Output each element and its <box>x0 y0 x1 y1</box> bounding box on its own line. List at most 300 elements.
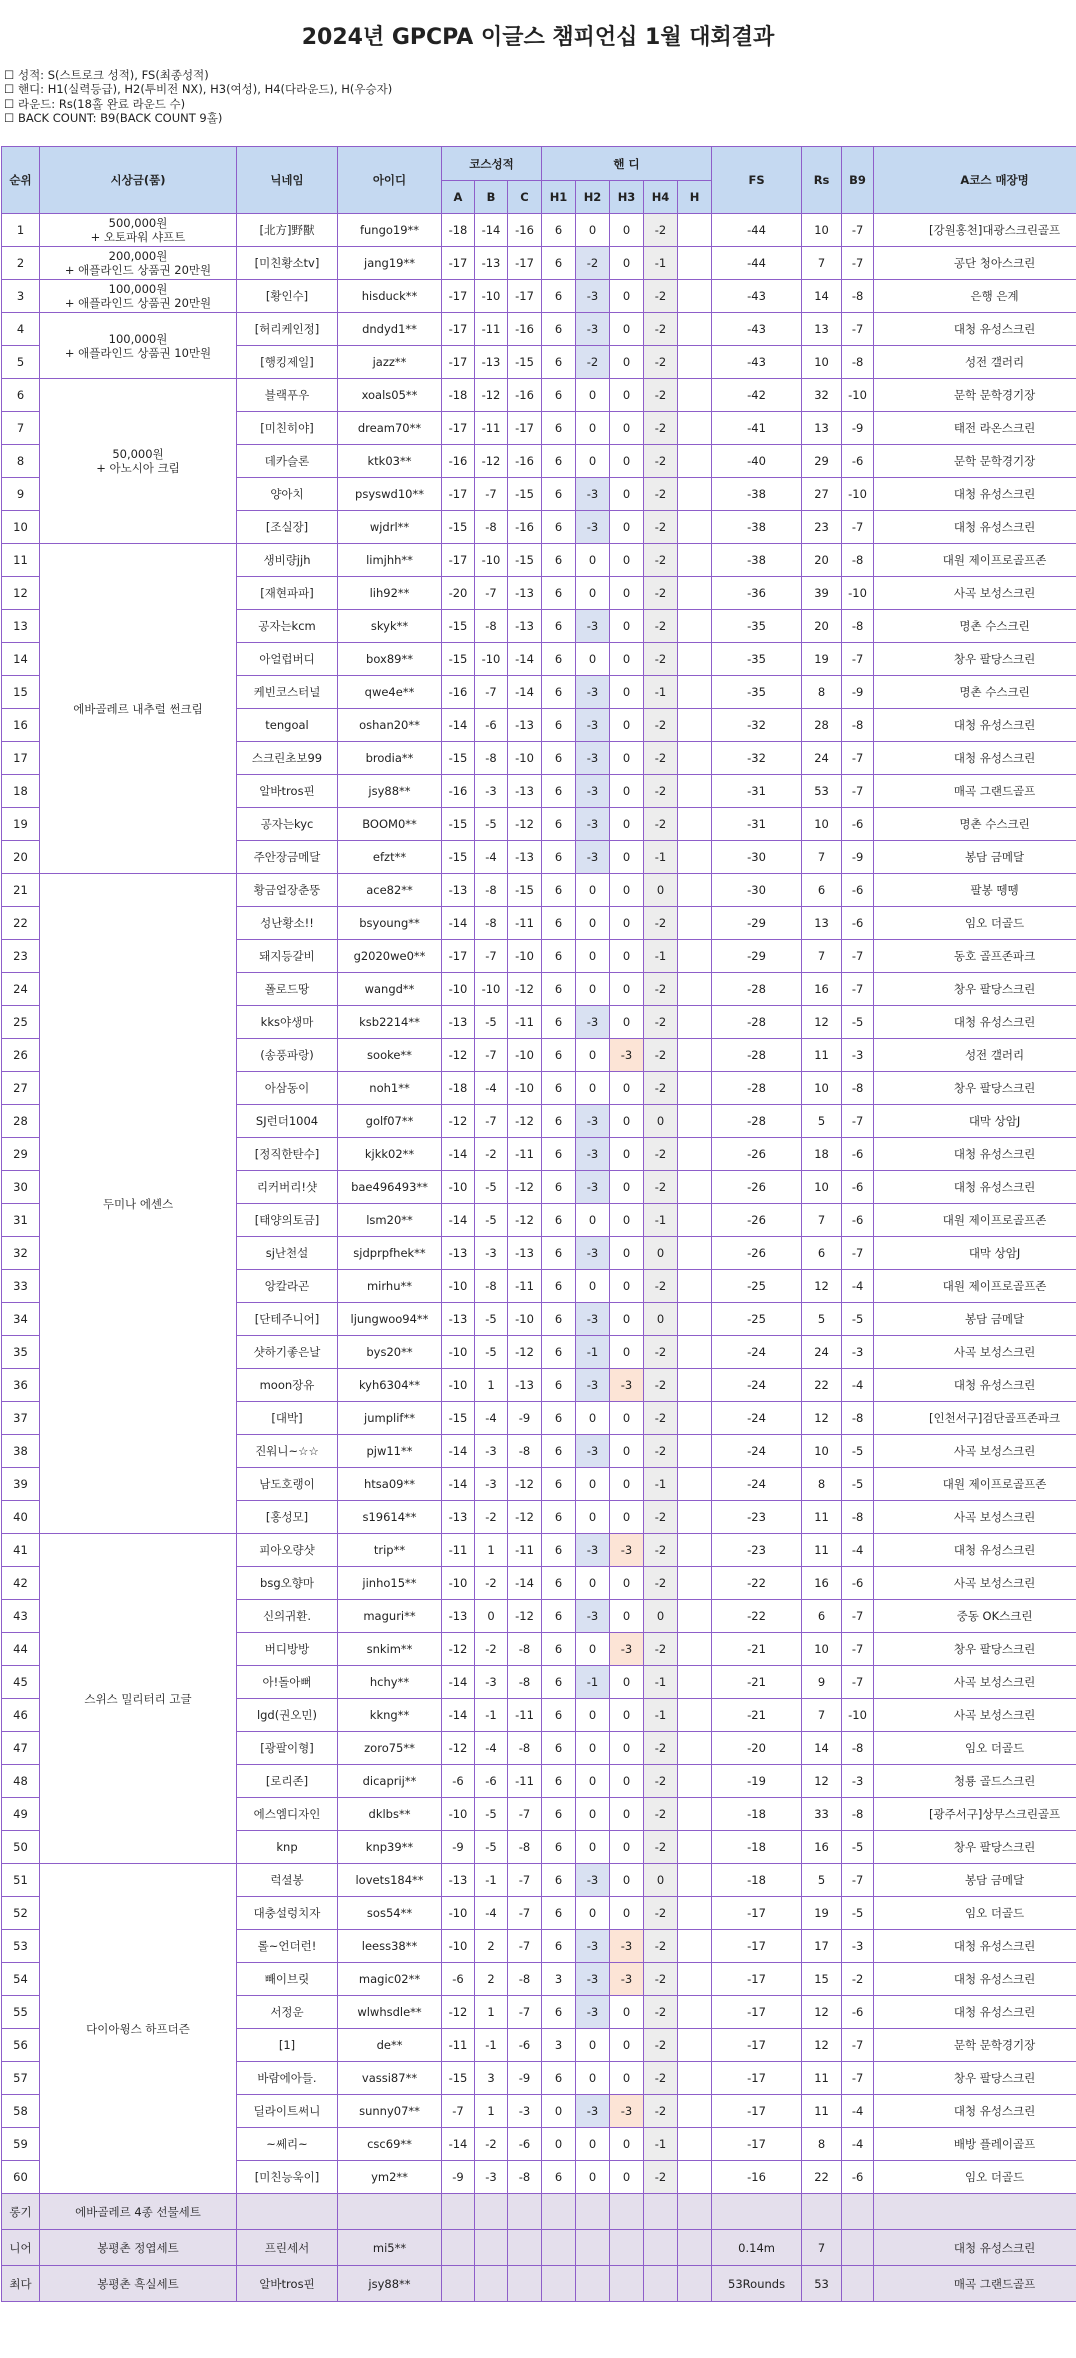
h-cell <box>678 1963 712 1996</box>
special-b9 <box>842 2266 874 2302</box>
h1-cell: 6 <box>542 808 576 841</box>
h1-cell: 6 <box>542 1006 576 1039</box>
rank-cell: 3 <box>2 280 40 313</box>
h-cell <box>678 973 712 1006</box>
b9-cell: -9 <box>842 841 874 874</box>
col-nickname: 닉네임 <box>237 147 338 214</box>
special-fs: 0.14m <box>712 2230 802 2266</box>
store-cell: 성전 갤러리 <box>874 1039 1076 1072</box>
h4-cell: 0 <box>644 1237 678 1270</box>
h-cell <box>678 445 712 478</box>
b-cell: -8 <box>475 1270 508 1303</box>
store-cell: 명촌 수스크린 <box>874 610 1076 643</box>
h1-cell: 3 <box>542 2029 576 2062</box>
b-cell: -13 <box>475 346 508 379</box>
nickname-cell: sj난천설 <box>237 1237 338 1270</box>
b-cell: -3 <box>475 1666 508 1699</box>
h2-cell: -1 <box>576 1666 610 1699</box>
a-cell: -17 <box>442 544 475 577</box>
h4-cell: -2 <box>644 1897 678 1930</box>
nickname-cell: 샷하기좋은날 <box>237 1336 338 1369</box>
nickname-cell: 아!돌아뻐 <box>237 1666 338 1699</box>
h3-cell: 0 <box>610 1897 644 1930</box>
h1-cell: 6 <box>542 1699 576 1732</box>
a-cell: -15 <box>442 742 475 775</box>
store-cell: 임오 더골드 <box>874 2161 1076 2194</box>
h-cell <box>678 1996 712 2029</box>
id-cell: magic02** <box>338 1963 442 1996</box>
special-empty <box>542 2230 576 2266</box>
fs-cell: -25 <box>712 1270 802 1303</box>
h1-cell: 3 <box>542 1963 576 1996</box>
h1-cell: 6 <box>542 1204 576 1237</box>
h1-cell: 6 <box>542 577 576 610</box>
rank-cell: 49 <box>2 1798 40 1831</box>
rank-cell: 15 <box>2 676 40 709</box>
special-empty <box>678 2266 712 2302</box>
h4-cell: -2 <box>644 643 678 676</box>
id-cell: jazz** <box>338 346 442 379</box>
a-cell: -14 <box>442 1699 475 1732</box>
id-cell: skyk** <box>338 610 442 643</box>
store-cell: 사곡 보성스크린 <box>874 1336 1076 1369</box>
b9-cell: -5 <box>842 1435 874 1468</box>
fs-cell: -28 <box>712 1006 802 1039</box>
h1-cell: 6 <box>542 1138 576 1171</box>
rs-cell: 18 <box>802 1138 842 1171</box>
h3-cell: 0 <box>610 610 644 643</box>
h1-cell: 6 <box>542 1534 576 1567</box>
h4-cell: -2 <box>644 412 678 445</box>
b9-cell: -5 <box>842 1006 874 1039</box>
a-cell: -9 <box>442 1831 475 1864</box>
h3-cell: 0 <box>610 1864 644 1897</box>
c-cell: -8 <box>508 1666 542 1699</box>
id-cell: jumplif** <box>338 1402 442 1435</box>
id-cell: sunny07** <box>338 2095 442 2128</box>
h4-cell: -2 <box>644 577 678 610</box>
a-cell: -6 <box>442 1963 475 1996</box>
rs-cell: 32 <box>802 379 842 412</box>
prize-cell <box>40 874 237 1534</box>
a-cell: -14 <box>442 1468 475 1501</box>
c-cell: -14 <box>508 1567 542 1600</box>
h-cell <box>678 1237 712 1270</box>
rank-cell: 8 <box>2 445 40 478</box>
rs-cell: 6 <box>802 874 842 907</box>
fs-cell: -41 <box>712 412 802 445</box>
rs-cell: 11 <box>802 1501 842 1534</box>
h2-cell: -3 <box>576 808 610 841</box>
b-cell: -4 <box>475 1402 508 1435</box>
rank-cell: 9 <box>2 478 40 511</box>
h4-cell: -2 <box>644 1534 678 1567</box>
h-cell <box>678 1897 712 1930</box>
col-handi: 핸 디 <box>542 147 712 181</box>
c-cell: -12 <box>508 973 542 1006</box>
c-cell: -13 <box>508 1237 542 1270</box>
fs-cell: -38 <box>712 511 802 544</box>
fs-cell: -38 <box>712 544 802 577</box>
h4-cell: -2 <box>644 1435 678 1468</box>
fs-cell: -40 <box>712 445 802 478</box>
special-prize: 에바골레르 4종 선물세트 <box>40 2194 237 2230</box>
b9-cell: -5 <box>842 1897 874 1930</box>
nickname-cell: 에스엠디자인 <box>237 1798 338 1831</box>
id-cell: BOOM0** <box>338 808 442 841</box>
id-cell: jsy88** <box>338 775 442 808</box>
store-cell: 명촌 수스크린 <box>874 676 1076 709</box>
id-cell: noh1** <box>338 1072 442 1105</box>
col-h1: H1 <box>542 181 576 214</box>
rank-cell: 36 <box>2 1369 40 1402</box>
h2-cell: 0 <box>576 2161 610 2194</box>
nickname-cell: [조실장] <box>237 511 338 544</box>
store-cell: 대원 제이프로골프존 <box>874 1204 1076 1237</box>
id-cell: psyswd10** <box>338 478 442 511</box>
h1-cell: 6 <box>542 1798 576 1831</box>
fs-cell: -44 <box>712 247 802 280</box>
special-empty <box>508 2230 542 2266</box>
rs-cell: 8 <box>802 2128 842 2161</box>
fs-cell: -28 <box>712 1072 802 1105</box>
fs-cell: -44 <box>712 214 802 247</box>
c-cell: -12 <box>508 1171 542 1204</box>
store-cell: 봉담 금메달 <box>874 1303 1076 1336</box>
b-cell: -6 <box>475 1765 508 1798</box>
c-cell: -16 <box>508 379 542 412</box>
h4-cell: -1 <box>644 676 678 709</box>
b9-cell: -8 <box>842 1501 874 1534</box>
store-cell: 문학 문학경기장 <box>874 2029 1076 2062</box>
c-cell: -13 <box>508 775 542 808</box>
fs-cell: -22 <box>712 1567 802 1600</box>
h2-cell: -3 <box>576 1600 610 1633</box>
store-cell: 임오 더골드 <box>874 907 1076 940</box>
id-cell: de** <box>338 2029 442 2062</box>
h4-cell: -2 <box>644 1039 678 1072</box>
b9-cell: -6 <box>842 1171 874 1204</box>
rs-cell: 39 <box>802 577 842 610</box>
special-fs <box>712 2194 802 2230</box>
h3-cell: 0 <box>610 445 644 478</box>
h2-cell: -3 <box>576 1006 610 1039</box>
nickname-cell: 버디방방 <box>237 1633 338 1666</box>
id-cell: wjdrl** <box>338 511 442 544</box>
b9-cell: -8 <box>842 346 874 379</box>
prize-line: + 아노시아 크림 <box>96 461 180 475</box>
a-cell: -11 <box>442 2029 475 2062</box>
a-cell: -15 <box>442 2062 475 2095</box>
a-cell: -15 <box>442 643 475 676</box>
b9-cell: -7 <box>842 1600 874 1633</box>
h4-cell: -2 <box>644 1171 678 1204</box>
h-cell <box>678 1732 712 1765</box>
id-cell: ace82** <box>338 874 442 907</box>
table-row <box>2 1534 1076 1567</box>
id-cell: kkng** <box>338 1699 442 1732</box>
h1-cell: 6 <box>542 1402 576 1435</box>
store-cell: 대청 유성스크린 <box>874 742 1076 775</box>
h4-cell: -1 <box>644 1666 678 1699</box>
rs-cell: 12 <box>802 1402 842 1435</box>
b-cell: -7 <box>475 1105 508 1138</box>
h2-cell: -3 <box>576 280 610 313</box>
b-cell: -4 <box>475 841 508 874</box>
nickname-cell: 양아치 <box>237 478 338 511</box>
c-cell: -15 <box>508 346 542 379</box>
col-fs: FS <box>712 147 802 214</box>
rs-cell: 5 <box>802 1303 842 1336</box>
b-cell: -4 <box>475 1897 508 1930</box>
b-cell: -12 <box>475 445 508 478</box>
special-rs: 53 <box>802 2266 842 2302</box>
rank-cell: 50 <box>2 1831 40 1864</box>
store-cell: [인천서구]검단골프존파크 <box>874 1402 1076 1435</box>
id-cell: efzt** <box>338 841 442 874</box>
h3-cell: 0 <box>610 1699 644 1732</box>
h-cell <box>678 1534 712 1567</box>
nickname-cell: 바람에아들. <box>237 2062 338 2095</box>
prize-line: + 애플라인드 상품권 20만원 <box>64 263 212 277</box>
legend-line: ☐ 성적: S(스트로크 성적), FS(최종성적) <box>4 68 1076 82</box>
h-cell <box>678 511 712 544</box>
c-cell: -10 <box>508 742 542 775</box>
id-cell: sooke** <box>338 1039 442 1072</box>
h-cell <box>678 1930 712 1963</box>
special-empty <box>610 2194 644 2230</box>
c-cell: -12 <box>508 1204 542 1237</box>
a-cell: -12 <box>442 1732 475 1765</box>
c-cell: -11 <box>508 1270 542 1303</box>
b-cell: -8 <box>475 874 508 907</box>
h2-cell: 0 <box>576 1765 610 1798</box>
h1-cell: 6 <box>542 1171 576 1204</box>
a-cell: -12 <box>442 1633 475 1666</box>
h1-cell: 6 <box>542 1897 576 1930</box>
c-cell: -8 <box>508 1633 542 1666</box>
h1-cell: 6 <box>542 709 576 742</box>
b-cell: -8 <box>475 610 508 643</box>
h4-cell: -1 <box>644 1468 678 1501</box>
h3-cell: 0 <box>610 412 644 445</box>
h1-cell: 6 <box>542 1930 576 1963</box>
special-store: 대청 유성스크린 <box>874 2230 1076 2266</box>
store-cell: 사곡 보성스크린 <box>874 1666 1076 1699</box>
prize-line: 다이아윙스 하프더즌 <box>86 2021 190 2036</box>
id-cell: jang19** <box>338 247 442 280</box>
fs-cell: -21 <box>712 1666 802 1699</box>
rs-cell: 20 <box>802 544 842 577</box>
h2-cell: -3 <box>576 1237 610 1270</box>
rank-cell: 21 <box>2 874 40 907</box>
special-label: 최다 <box>2 2266 40 2302</box>
rank-cell: 10 <box>2 511 40 544</box>
h3-cell: 0 <box>610 577 644 610</box>
nickname-cell: 케빈코스터널 <box>237 676 338 709</box>
h1-cell: 6 <box>542 1831 576 1864</box>
h4-cell: -2 <box>644 379 678 412</box>
h1-cell: 6 <box>542 511 576 544</box>
h2-cell: 0 <box>576 445 610 478</box>
rs-cell: 33 <box>802 1798 842 1831</box>
h3-cell: 0 <box>610 2062 644 2095</box>
rank-cell: 20 <box>2 841 40 874</box>
a-cell: -16 <box>442 445 475 478</box>
h1-cell: 6 <box>542 1567 576 1600</box>
store-cell: 성전 갤러리 <box>874 346 1076 379</box>
rank-cell: 44 <box>2 1633 40 1666</box>
h1-cell: 6 <box>542 1072 576 1105</box>
c-cell: -17 <box>508 247 542 280</box>
legend-line: ☐ 라운드: Rs(18홀 완료 라운드 수) <box>4 97 1076 111</box>
b-cell: -5 <box>475 1831 508 1864</box>
h1-cell: 6 <box>542 1468 576 1501</box>
rs-cell: 12 <box>802 1270 842 1303</box>
h1-cell: 6 <box>542 874 576 907</box>
h1-cell: 6 <box>542 907 576 940</box>
nickname-cell: [미친히야] <box>237 412 338 445</box>
b-cell: -1 <box>475 1699 508 1732</box>
fs-cell: -26 <box>712 1138 802 1171</box>
h2-cell: -3 <box>576 610 610 643</box>
prize-line: 100,000원 <box>108 331 168 346</box>
store-cell: 대원 제이프로골프존 <box>874 1468 1076 1501</box>
id-cell: vassi87** <box>338 2062 442 2095</box>
rs-cell: 13 <box>802 313 842 346</box>
b-cell: -1 <box>475 1864 508 1897</box>
store-cell: [광주서구]상무스크린골프 <box>874 1798 1076 1831</box>
page-title: 2024년 GPCPA 이글스 챔피언십 1월 대회결과 <box>301 25 775 50</box>
b-cell: -3 <box>475 1237 508 1270</box>
rank-cell: 27 <box>2 1072 40 1105</box>
h1-cell: 6 <box>542 676 576 709</box>
c-cell: -12 <box>508 1600 542 1633</box>
special-empty <box>442 2230 475 2266</box>
id-cell: oshan20** <box>338 709 442 742</box>
fs-cell: -25 <box>712 1303 802 1336</box>
c-cell: -11 <box>508 907 542 940</box>
col-id: 아이디 <box>338 147 442 214</box>
rank-cell: 48 <box>2 1765 40 1798</box>
h2-cell: 0 <box>576 2128 610 2161</box>
rs-cell: 20 <box>802 610 842 643</box>
rank-cell: 23 <box>2 940 40 973</box>
h-cell <box>678 1831 712 1864</box>
c-cell: -17 <box>508 280 542 313</box>
id-cell: lsm20** <box>338 1204 442 1237</box>
c-cell: -13 <box>508 1369 542 1402</box>
h-cell <box>678 2029 712 2062</box>
store-cell: 문학 문학경기장 <box>874 445 1076 478</box>
nickname-cell: tengoal <box>237 709 338 742</box>
col-store: A코스 매장명 <box>874 147 1076 214</box>
table-row <box>2 280 1076 313</box>
col-b: B <box>475 181 508 214</box>
h-cell <box>678 1303 712 1336</box>
h3-cell: 0 <box>610 1501 644 1534</box>
rank-cell: 35 <box>2 1336 40 1369</box>
b-cell: -3 <box>475 1468 508 1501</box>
a-cell: -14 <box>442 709 475 742</box>
rank-cell: 26 <box>2 1039 40 1072</box>
store-cell: 대원 제이프로골프존 <box>874 544 1076 577</box>
h2-cell: -3 <box>576 1930 610 1963</box>
h4-cell: -2 <box>644 1930 678 1963</box>
h2-cell: 0 <box>576 2029 610 2062</box>
table-row <box>2 247 1076 280</box>
c-cell: -8 <box>508 1435 542 1468</box>
rs-cell: 10 <box>802 1171 842 1204</box>
nickname-cell: [재현파파] <box>237 577 338 610</box>
h1-cell: 6 <box>542 841 576 874</box>
col-h: H <box>678 181 712 214</box>
id-cell: wlwhsdle** <box>338 1996 442 2029</box>
b-cell: -4 <box>475 1732 508 1765</box>
h-cell <box>678 742 712 775</box>
h1-cell: 6 <box>542 1105 576 1138</box>
h4-cell: -2 <box>644 1732 678 1765</box>
h3-cell: 0 <box>610 1402 644 1435</box>
nickname-cell: [황인수] <box>237 280 338 313</box>
b-cell: -13 <box>475 247 508 280</box>
h1-cell: 6 <box>542 610 576 643</box>
b9-cell: -7 <box>842 2029 874 2062</box>
fs-cell: -17 <box>712 2062 802 2095</box>
a-cell: -10 <box>442 1897 475 1930</box>
special-row <box>2 2194 1076 2230</box>
h3-cell: -3 <box>610 1963 644 1996</box>
special-nickname <box>237 2194 338 2230</box>
nickname-cell: 롤~언더런! <box>237 1930 338 1963</box>
b9-cell: -8 <box>842 280 874 313</box>
table-row <box>2 379 1076 412</box>
c-cell: -8 <box>508 1831 542 1864</box>
fs-cell: -28 <box>712 1039 802 1072</box>
h3-cell: 0 <box>610 1798 644 1831</box>
nickname-cell: [단테주니어] <box>237 1303 338 1336</box>
h4-cell: -1 <box>644 841 678 874</box>
special-row <box>2 2266 1076 2302</box>
col-a: A <box>442 181 475 214</box>
id-cell: box89** <box>338 643 442 676</box>
h-cell <box>678 1600 712 1633</box>
rank-cell: 2 <box>2 247 40 280</box>
rank-cell: 4 <box>2 313 40 346</box>
b9-cell: -7 <box>842 2062 874 2095</box>
h1-cell: 6 <box>542 1666 576 1699</box>
c-cell: -11 <box>508 1699 542 1732</box>
special-empty <box>542 2194 576 2230</box>
b9-cell: -4 <box>842 1369 874 1402</box>
rank-cell: 30 <box>2 1171 40 1204</box>
h4-cell: -2 <box>644 709 678 742</box>
id-cell: snkim** <box>338 1633 442 1666</box>
id-cell: csc69** <box>338 2128 442 2161</box>
rank-cell: 56 <box>2 2029 40 2062</box>
a-cell: -18 <box>442 1072 475 1105</box>
nickname-cell: 럭셜봉 <box>237 1864 338 1897</box>
h2-cell: 0 <box>576 2062 610 2095</box>
nickname-cell: lgd(권오민) <box>237 1699 338 1732</box>
h1-cell: 6 <box>542 973 576 1006</box>
id-cell: lih92** <box>338 577 442 610</box>
h4-cell: -2 <box>644 2095 678 2128</box>
store-cell: 중동 OK스크린 <box>874 1600 1076 1633</box>
rs-cell: 10 <box>802 808 842 841</box>
store-cell: 사곡 보성스크린 <box>874 577 1076 610</box>
h4-cell: -2 <box>644 1996 678 2029</box>
